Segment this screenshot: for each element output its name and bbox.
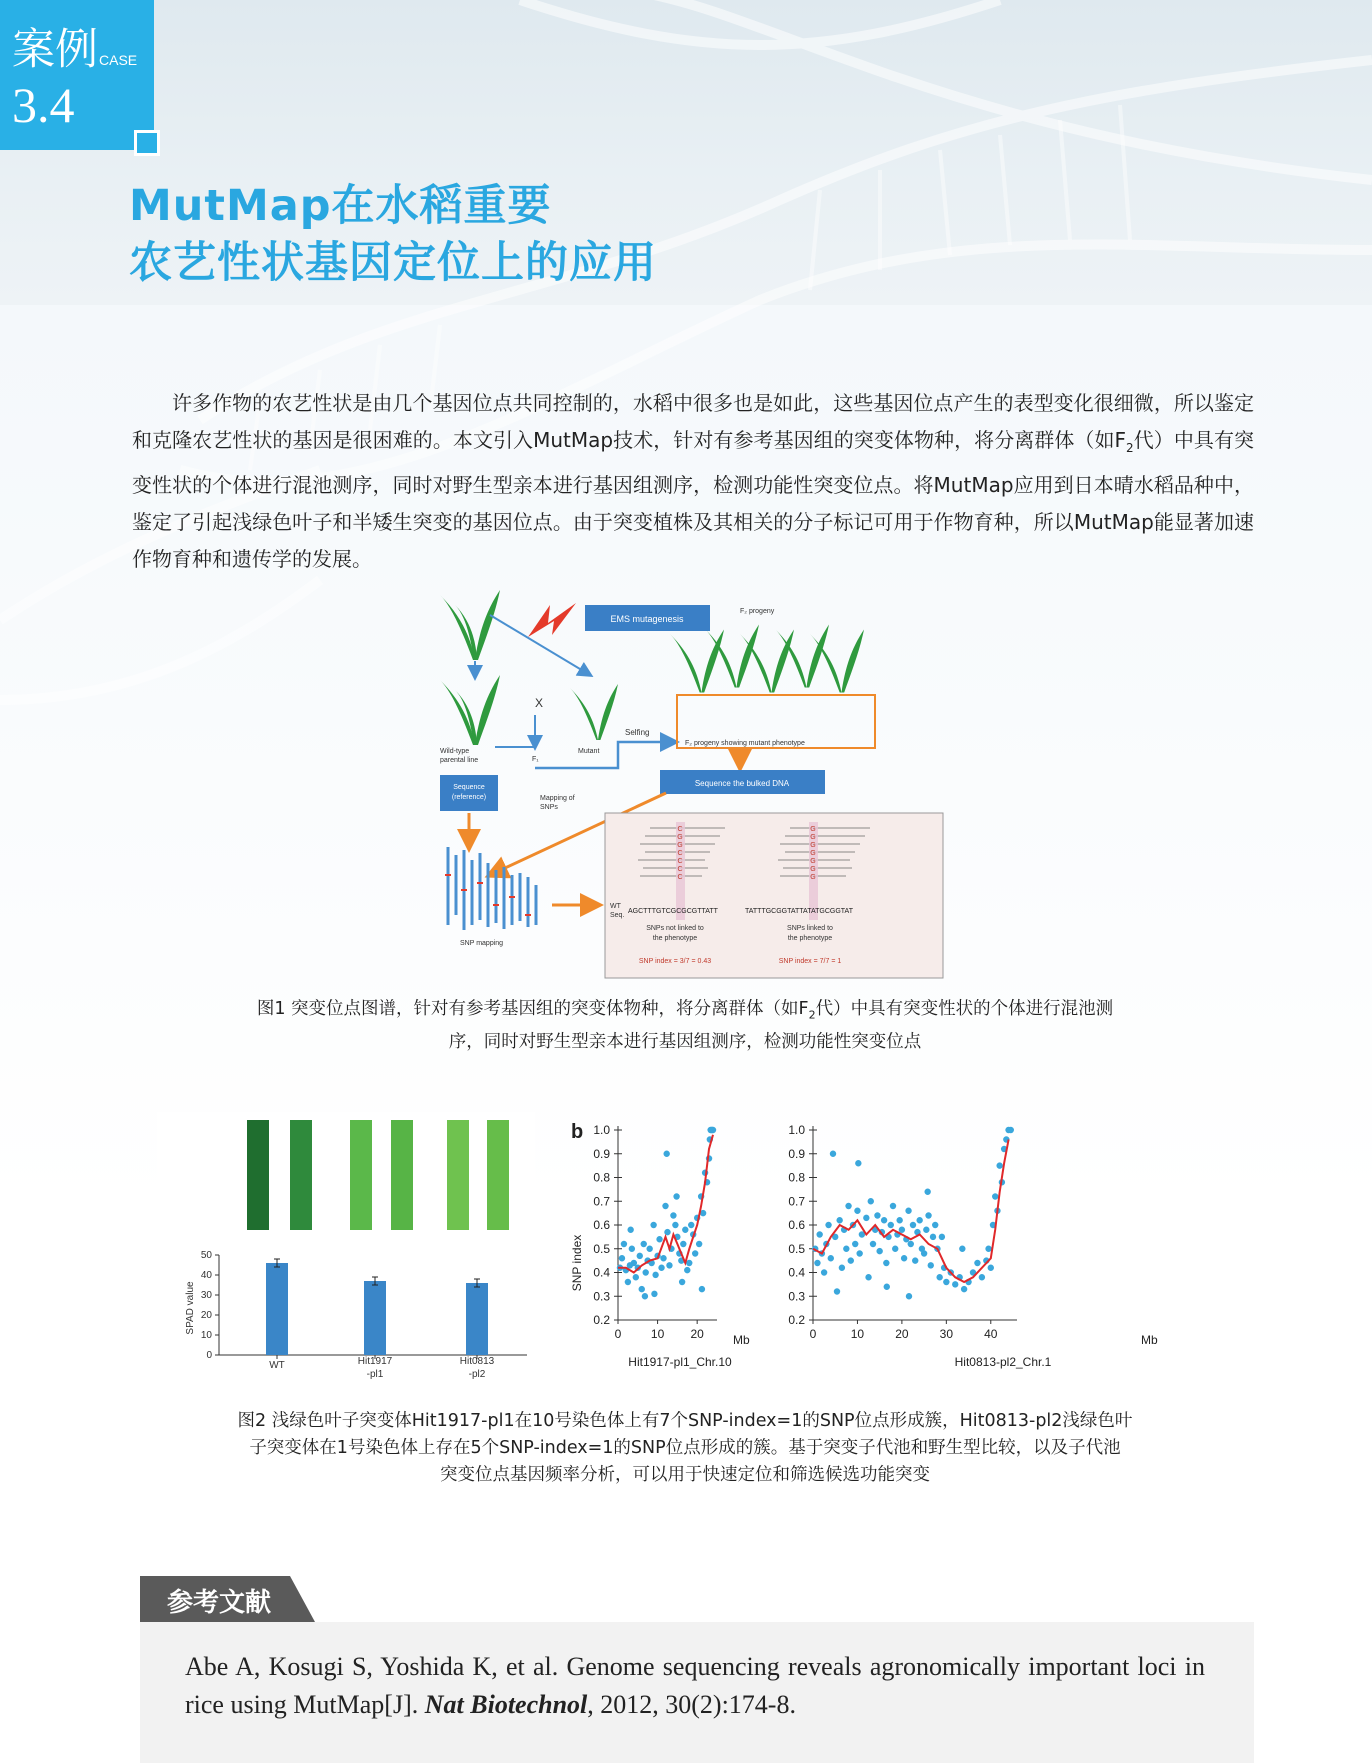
snp-point [906, 1293, 912, 1299]
snp-y-tick-label: 0.9 [593, 1146, 610, 1161]
snp-point [625, 1279, 631, 1285]
snp-point [633, 1274, 639, 1280]
snp-index-charts [563, 1118, 1173, 1381]
seq-bulk-label: Sequence the bulked DNA [694, 779, 790, 788]
snp-point [828, 1255, 834, 1261]
spad-y-tick-label: 20 [200, 1310, 212, 1321]
snp-point [916, 1217, 922, 1223]
snp-point [845, 1203, 851, 1209]
svg-text:G: G [810, 866, 816, 873]
snp-point [639, 1286, 645, 1292]
snp-y-tick-label: 0.2 [593, 1313, 610, 1327]
snp-point [908, 1241, 914, 1247]
spad-figure-panel [157, 1112, 535, 1384]
svg-text:C: C [677, 866, 683, 873]
snp-y-tick-label: 0.2 [788, 1313, 805, 1327]
snp-y-tick-label: 0.5 [788, 1241, 805, 1256]
snp-point [888, 1222, 894, 1228]
snp-point [883, 1260, 889, 1266]
snp-point [939, 1234, 945, 1240]
snp-x-tick-label: 30 [939, 1327, 954, 1341]
cross-label: X [535, 696, 544, 710]
figure2-caption-line-3: 突变位点基因频率分析，可以用于快速定位和筛选候选功能突变 [440, 1465, 930, 1485]
snp-point [696, 1241, 702, 1247]
ems-label: EMS mutagenesis [610, 614, 684, 624]
spad-x-label-hit0813: Hit0813 [459, 1356, 495, 1367]
snp-point [830, 1151, 836, 1157]
reference-journal: Nat Biotechnol [424, 1690, 588, 1719]
leaf-image [487, 1120, 509, 1230]
snp-point [881, 1217, 887, 1223]
snp-point [643, 1269, 649, 1275]
snp-point [619, 1255, 625, 1261]
left-unit-label: Mb [733, 1333, 750, 1347]
snp-y-tick-label: 0.8 [593, 1170, 610, 1185]
snp-point [865, 1274, 871, 1280]
snp-point [679, 1279, 685, 1285]
wild-type-label-1: Wild-type [440, 748, 470, 755]
snp-point [710, 1127, 716, 1133]
snp-point [682, 1227, 688, 1233]
mapping-label-1: Mapping of [540, 795, 575, 802]
spad-y-tick-label: 40 [200, 1270, 212, 1281]
figure2-caption-line-2: 子突变体在1号染色体上存在5个SNP-index=1的SNP位点形成的簇。基于突变子代池和野生型比较，以及子代池 [249, 1438, 1121, 1458]
snp-x-tick-label: 0 [614, 1327, 622, 1341]
snp-point [874, 1212, 880, 1218]
wt-seq-label-2: Seq. [610, 912, 625, 919]
snp-y-tick-label: 0.6 [593, 1218, 610, 1232]
svg-text:G: G [810, 842, 816, 849]
snp-x-tick-label: 40 [984, 1327, 998, 1341]
f1-label: F₁ [532, 756, 539, 763]
snp-point [692, 1250, 698, 1256]
svg-text:G: G [810, 858, 816, 865]
snp-point [890, 1203, 896, 1209]
snp-point [688, 1222, 694, 1228]
snp-point [686, 1260, 692, 1266]
mutant-label: Mutant [578, 748, 600, 755]
svg-text:C: C [677, 826, 683, 833]
svg-text:G: G [810, 850, 816, 857]
allele-column-right [810, 826, 815, 881]
spad-y-tick-label: 10 [200, 1330, 212, 1341]
snp-y-tick-label: 0.7 [593, 1194, 610, 1209]
snp-point [896, 1217, 902, 1223]
case-badge [0, 0, 154, 150]
svg-text:G: G [677, 834, 683, 841]
leaf-image [290, 1120, 312, 1230]
snp-point [825, 1222, 831, 1228]
svg-text:G: G [810, 874, 816, 881]
leaf-image [391, 1120, 413, 1230]
left-x-label: Hit1917-pl1_Chr.10 [628, 1355, 732, 1369]
spad-y-tick-label: 30 [200, 1290, 212, 1301]
title-line-1: MutMap在水稻重要 [129, 181, 552, 231]
snp-point [656, 1236, 662, 1242]
snp-y-tick-label: 1.0 [593, 1123, 610, 1137]
snp-point [992, 1193, 998, 1199]
references-heading: 参考文献 [167, 1588, 272, 1618]
intro-text-b: 代）中具有突变性状的个体进行混池测序，同时对野生型亲本进行基因组测序，检测功能性突变位点。将MutMap应用到日本晴水稻品种中，鉴定了引起浅绿色叶子和半矮生突变的基因位点。由于突变植株及其相关的分子标记可用于作物育种，所以MutMap能显著加速作物育种和遗传学的发展。 [132, 428, 1255, 571]
snp-point [974, 1260, 980, 1266]
leaf-image [350, 1120, 372, 1230]
snp-y-tick-label: 0.5 [593, 1241, 610, 1256]
snp-point [961, 1286, 967, 1292]
snp-point [814, 1260, 820, 1266]
snp-point [646, 1246, 652, 1252]
snp-point [868, 1198, 874, 1204]
snp-point [843, 1246, 849, 1252]
lightning-icon [528, 603, 576, 637]
snp-x-tick-label: 10 [850, 1327, 865, 1341]
snp-y-label: SNP index [570, 1234, 584, 1292]
snp-point [670, 1212, 676, 1218]
intro-paragraph [132, 385, 1254, 578]
not-linked-label-2: the phenotype [652, 935, 698, 942]
right-unit-label: Mb [1141, 1333, 1158, 1347]
snp-point [684, 1267, 690, 1273]
svg-text:G: G [677, 842, 683, 849]
snp-point [641, 1241, 647, 1247]
snp-point [660, 1255, 666, 1261]
badge-corner-square [134, 130, 160, 156]
linked-label-1: SNPs linked to [787, 925, 833, 932]
spad-x-label-hit1917-sub: -pl1 [366, 1369, 384, 1380]
spad-y-tick-label: 50 [200, 1250, 212, 1261]
snp-point [664, 1229, 670, 1235]
snp-point [852, 1241, 858, 1247]
snp-x-tick-label: 20 [895, 1327, 909, 1341]
snp-point [884, 1284, 890, 1290]
leaf-image [247, 1120, 269, 1230]
snp-point [943, 1279, 949, 1285]
wt-sequence-left: AGCTTTGTCGCGCGTTATT [628, 908, 718, 915]
snp-point [892, 1246, 898, 1252]
allele-column-left [677, 826, 682, 881]
snp-y-tick-label: 0.8 [788, 1170, 805, 1185]
snp-point [936, 1274, 942, 1280]
snp-x-tick-label: 20 [690, 1327, 704, 1341]
wt-seq-label-1: WT [610, 903, 621, 910]
snp-y-tick-label: 0.6 [788, 1218, 805, 1232]
snp-point [988, 1265, 994, 1271]
snp-y-tick-label: 0.4 [593, 1265, 610, 1280]
snp-point [952, 1281, 958, 1287]
snp-y-tick-label: 0.3 [593, 1289, 610, 1304]
svg-text:G: G [810, 834, 816, 841]
spad-bar [364, 1281, 386, 1355]
title-line-2: 农艺性状基因定位上的应用 [129, 238, 657, 288]
figure1-caption [160, 996, 1210, 1056]
snp-point [621, 1241, 627, 1247]
snp-point [996, 1162, 1002, 1168]
snp-point [821, 1269, 827, 1275]
spad-y-tick-label: 0 [206, 1350, 212, 1361]
snp-point [979, 1274, 985, 1280]
snp-point [650, 1222, 656, 1228]
snp-point [836, 1217, 842, 1223]
snp-point [637, 1253, 643, 1259]
mutmap-workflow-figure [440, 585, 945, 980]
intro-text-a: 许多作物的农艺性状是由几个基因位点共同控制的，水稻中很多也是如此，这些基因位点产生的表型变化很细微，所以鉴定和克隆农艺性状的基因是很困难的。本文引入MutMap技术，针对有参考基因组的突变体物种，将分离群体（如F [132, 391, 1254, 452]
snp-point [834, 1288, 840, 1294]
svg-text:C: C [677, 850, 683, 857]
spad-x-label-hit0813-sub: -pl2 [468, 1369, 486, 1380]
page-title [129, 178, 829, 292]
snp-point [816, 1231, 822, 1237]
snp-y-tick-label: 0.3 [788, 1289, 805, 1304]
spad-y-label: SPAD value [185, 1281, 196, 1335]
wt-sequence-right: TATTTGCGGTATTATATGCGGTAT [745, 908, 853, 915]
spad-bar [466, 1283, 488, 1355]
snp-y-tick-label: 1.0 [788, 1123, 805, 1137]
snp-index-right: SNP index = 7/7 = 1 [778, 958, 842, 965]
intro-subscript: 2 [1126, 441, 1134, 455]
snp-point [658, 1265, 664, 1271]
snp-point [651, 1291, 657, 1297]
snp-point [627, 1227, 633, 1233]
snp-point [905, 1208, 911, 1214]
snp-point [930, 1234, 936, 1240]
snp-x-tick-label: 0 [809, 1327, 817, 1341]
reference-text: Abe A, Kosugi S, Yoshida K, et al. Genome sequencing reveals agronomically important loci in rice using MutMap[J]. [185, 1652, 1205, 1719]
snp-point [642, 1293, 648, 1299]
wild-type-label-2: parental line [440, 757, 479, 764]
snp-point [652, 1272, 658, 1278]
case-number: 3.4 [12, 77, 75, 133]
snp-y-tick-label: 0.4 [788, 1265, 805, 1280]
case-label-en: CASE [99, 52, 138, 68]
snp-point [923, 1227, 929, 1233]
reference-entry [185, 1648, 1205, 1724]
snp-point [870, 1241, 876, 1247]
snp-point [1008, 1127, 1014, 1133]
f2-progeny-label: F₂ progeny [740, 608, 775, 615]
snp-y-tick-label: 0.9 [788, 1146, 805, 1161]
snp-point [666, 1262, 672, 1268]
figure1-caption-line-2: 序，同时对野生型亲本进行基因组测序，检测功能性突变位点 [448, 1031, 922, 1052]
spad-bar [266, 1263, 288, 1355]
snp-point [673, 1193, 679, 1199]
spad-x-label-wt: WT [269, 1360, 285, 1371]
wild-type-plant-bottom-icon [440, 675, 500, 745]
snp-point [985, 1246, 991, 1252]
svg-text:G: G [810, 826, 816, 833]
figure1-caption-line-1: 图1 突变位点图谱，针对有参考基因组的突变体物种，将分离群体（如$F_2$代）中具有突变性状的个体进行混池测 [256, 999, 1114, 1022]
snp-point [932, 1222, 938, 1228]
mapping-label-2: SNPs [540, 804, 558, 811]
snp-point [912, 1257, 918, 1263]
mutant-plant-icon [570, 684, 618, 740]
snp-point [876, 1248, 882, 1254]
panel-label-b: b [571, 1121, 584, 1143]
f2-mutant-label: F₂ progeny showing mutant phenotype [685, 740, 805, 747]
snp-point [856, 1250, 862, 1256]
snp-point [921, 1250, 927, 1256]
svg-text:C: C [677, 858, 683, 865]
snp-x-tick-label: 10 [650, 1327, 665, 1341]
svg-text:C: C [677, 874, 683, 881]
figure2-caption [160, 1408, 1210, 1489]
spad-x-label-hit1917: Hit1917 [357, 1356, 393, 1367]
seq-ref-label-1: Sequence [453, 784, 485, 791]
snp-point [672, 1222, 678, 1228]
case-label: 案例 [12, 25, 98, 75]
snp-point [928, 1262, 934, 1268]
snp-point [910, 1222, 916, 1228]
snp-y-tick-label: 0.7 [788, 1194, 805, 1209]
snp-point [854, 1208, 860, 1214]
snp-point [848, 1257, 854, 1263]
snp-point [863, 1215, 869, 1221]
snp-point [924, 1189, 930, 1195]
leaf-image [447, 1120, 469, 1230]
reference-volume: , 2012, 30(2):174-8. [587, 1690, 796, 1719]
linked-label-2: the phenotype [787, 935, 833, 942]
right-x-label: Hit0813-pl2_Chr.1 [954, 1355, 1052, 1369]
snp-mapping-label: SNP mapping [460, 940, 504, 947]
figure2-caption-line-1: 图2 浅绿色叶子突变体Hit1917-pl1在10号染色体上有7个SNP-index=1的SNP位点形成簇，Hit0813-pl2浅绿色叶 [237, 1411, 1133, 1431]
snp-index-left: SNP index = 3/7 = 0.43 [638, 958, 712, 965]
snp-point [629, 1246, 635, 1252]
spad-bar-chart [157, 1112, 535, 1384]
snp-point [663, 1151, 669, 1157]
seq-ref-label-2: (reference) [451, 794, 487, 801]
not-linked-label-1: SNPs not linked to [646, 925, 704, 932]
snp-point [899, 1227, 905, 1233]
selfing-label: Selfing [625, 728, 650, 737]
wild-type-plant-top-icon [440, 590, 500, 660]
snp-point [662, 1203, 668, 1209]
snp-point [855, 1160, 861, 1166]
snp-point [925, 1212, 931, 1218]
f2-progeny-plants-icon [670, 625, 864, 693]
snp-point [699, 1286, 705, 1292]
snp-point [680, 1241, 686, 1247]
snp-point [901, 1255, 907, 1261]
snp-point [959, 1246, 965, 1252]
snp-point [839, 1265, 845, 1271]
